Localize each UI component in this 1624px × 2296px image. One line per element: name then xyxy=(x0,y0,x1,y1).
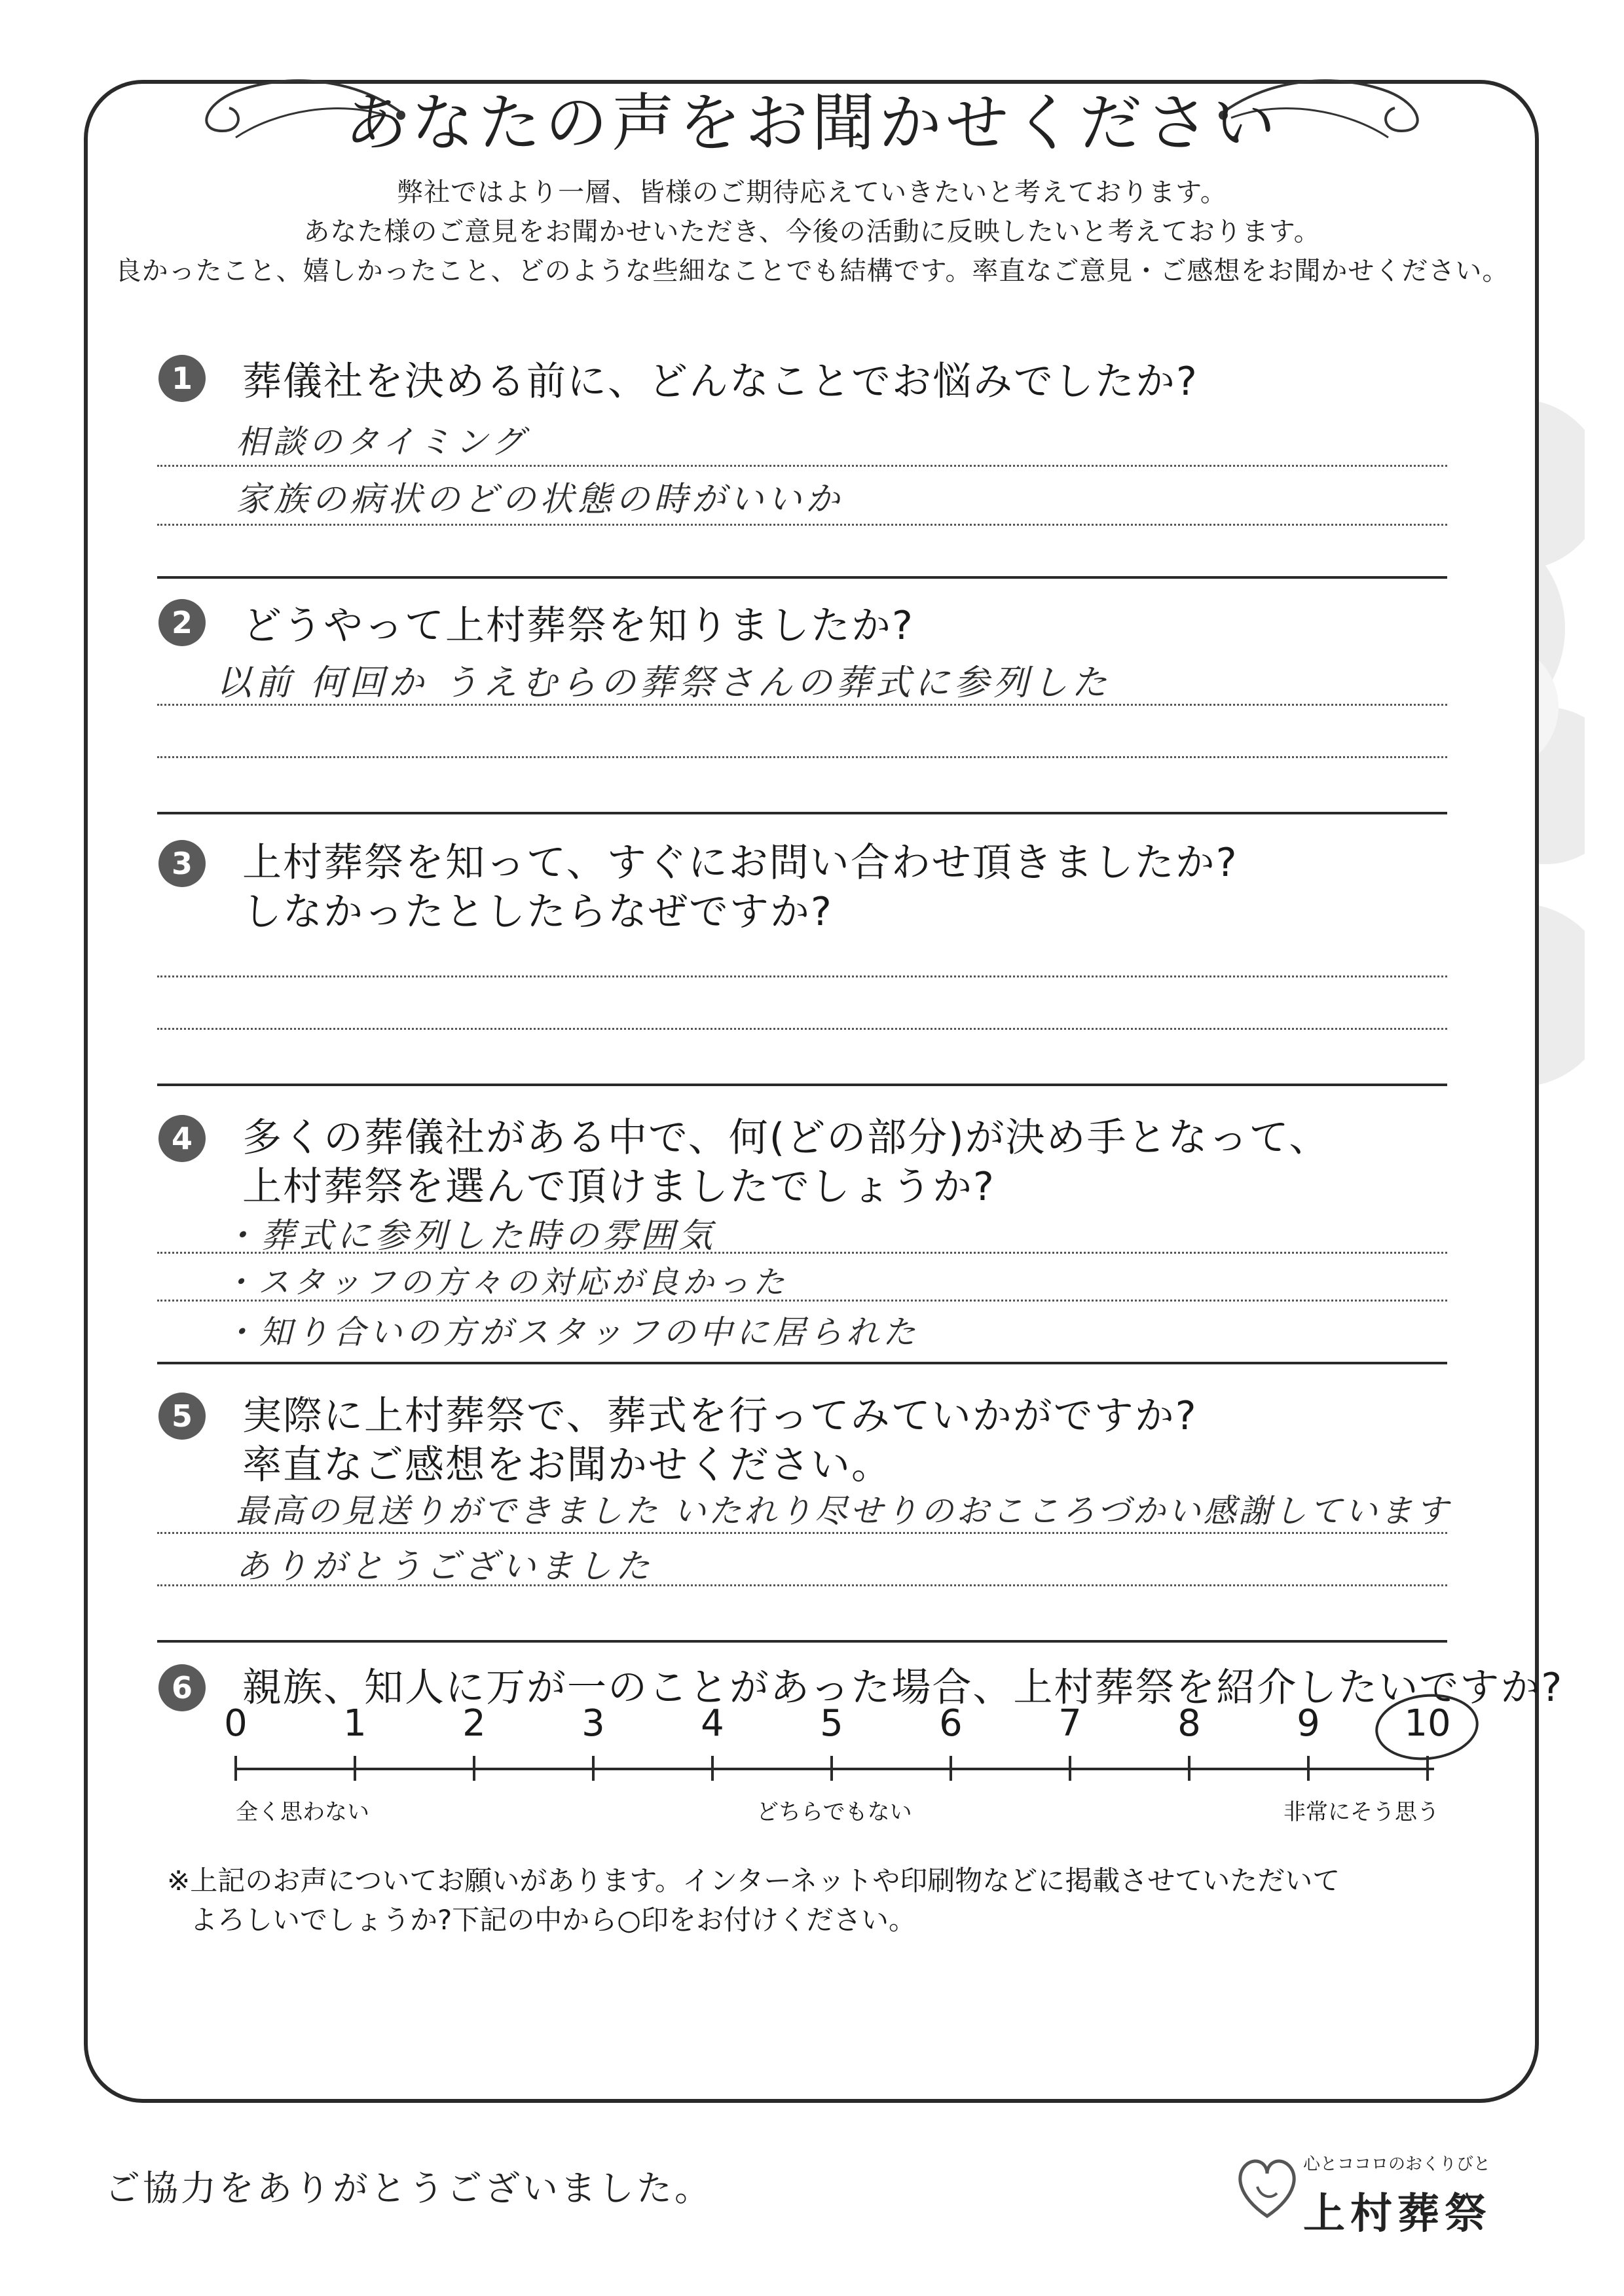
question-5-text-line-2: 率直なご感想をお聞かせください。 xyxy=(242,1442,892,1488)
question-number-badge: 2 xyxy=(158,599,206,646)
scale-number-10: 10 xyxy=(1404,1702,1451,1745)
scale-label-right: 非常にそう思う xyxy=(1283,1799,1439,1825)
question-number-badge: 1 xyxy=(158,355,206,402)
heart-logo-icon xyxy=(1231,2147,1303,2226)
scale-number-1: 1 xyxy=(343,1702,367,1745)
scale-number-4: 4 xyxy=(701,1702,724,1745)
scale-number-3: 3 xyxy=(581,1702,605,1745)
section-divider xyxy=(157,576,1447,579)
answer-dotted-line xyxy=(157,1028,1447,1030)
scale-tick xyxy=(1307,1756,1310,1781)
rating-scale-line xyxy=(236,1768,1434,1770)
question-3-text-line-1: 上村葬祭を知って、すぐにお問い合わせ頂きましたか? xyxy=(242,840,1238,886)
answer-dotted-line xyxy=(157,756,1447,758)
page-title: あなたの声をお聞かせください xyxy=(344,86,1280,160)
scale-tick xyxy=(234,1756,237,1781)
section-divider xyxy=(157,1640,1447,1643)
scale-tick xyxy=(830,1756,833,1781)
answer-5-line-1: 最高の見送りができました いたれり尽せりのおこころづかい感謝しています xyxy=(236,1492,1451,1530)
scale-number-2: 2 xyxy=(462,1702,486,1745)
answer-dotted-line xyxy=(157,465,1447,467)
intro-line-3: 良かったこと、嬉しかったこと、どのような些細なことでも結構です。率直なご意見・ご感想をお聞かせください。 xyxy=(115,256,1509,286)
question-number-badge: 3 xyxy=(158,840,206,887)
question-4-text-line-2: 上村葬祭を選んで頂けましたでしょうか? xyxy=(242,1164,995,1210)
question-number-badge: 6 xyxy=(158,1664,206,1711)
question-2-text: どうやって上村葬祭を知りましたか? xyxy=(242,603,914,649)
answer-1-line-2: 家族の病状のどの状態の時がいいか xyxy=(236,480,844,519)
scale-tick xyxy=(592,1756,595,1781)
scale-tick xyxy=(473,1756,475,1781)
answer-5-line-2: ありがとうございました xyxy=(236,1547,654,1586)
scale-label-middle: どちらでもない xyxy=(756,1799,912,1825)
scale-tick xyxy=(950,1756,952,1781)
intro-line-1: 弊社ではより一層、皆様のご期待応えていきたいと考えております。 xyxy=(397,177,1227,208)
section-divider xyxy=(157,1084,1447,1086)
publication-note-line-1: ※上記のお声についてお願いがあります。インターネットや印刷物などに掲載させていただいて xyxy=(167,1865,1340,1897)
scale-number-7: 7 xyxy=(1058,1702,1082,1745)
scale-tick xyxy=(1188,1756,1190,1781)
answer-dotted-line xyxy=(157,1300,1447,1302)
answer-4-line-1: ・葬式に参列した時の雰囲気 xyxy=(223,1216,717,1256)
answer-1-line-1: 相談のタイミング xyxy=(236,423,528,461)
answer-dotted-line xyxy=(157,975,1447,977)
question-5-text-line-1: 実際に上村葬祭で、葬式を行ってみていかがですか? xyxy=(242,1393,1198,1439)
question-6-text: 親族、知人に万が一のことがあった場合、上村葬祭を紹介したいですか? xyxy=(242,1665,1564,1711)
scale-label-left: 全く思わない xyxy=(236,1799,369,1825)
brand-tagline: 心とココロのおくりびと xyxy=(1303,2155,1491,2174)
scale-tick xyxy=(354,1756,356,1781)
brand-name: 上村葬祭 xyxy=(1303,2190,1492,2238)
scale-number-0: 0 xyxy=(224,1702,248,1745)
scale-tick xyxy=(711,1756,714,1781)
section-divider xyxy=(157,812,1447,814)
answer-2-line-1: 以前 何回か うえむらの葬祭さんの葬式に参列した xyxy=(216,662,1111,703)
redacted-area xyxy=(164,1951,1447,2075)
section-divider xyxy=(157,1362,1447,1364)
question-number-badge: 5 xyxy=(158,1393,206,1440)
answer-dotted-line xyxy=(157,704,1447,706)
answer-4-line-3: ・知り合いの方がスタッフの中に居られた xyxy=(223,1313,919,1351)
question-number-badge: 4 xyxy=(158,1115,206,1162)
scale-tick xyxy=(1069,1756,1071,1781)
question-3-text-line-2: しなかったとしたらなぜですか? xyxy=(242,889,833,935)
answer-dotted-line xyxy=(157,1584,1447,1586)
scale-number-8: 8 xyxy=(1177,1702,1201,1745)
answer-4-line-2: ・スタッフの方々の対応が良かった xyxy=(223,1264,789,1301)
answer-dotted-line xyxy=(157,524,1447,526)
answer-dotted-line xyxy=(157,1252,1447,1254)
thanks-message: ご協力をありがとうございました。 xyxy=(105,2168,712,2209)
publication-note-line-2: よろしいでしょうか?下記の中から○印をお付けください。 xyxy=(190,1904,916,1936)
scale-number-5: 5 xyxy=(820,1702,843,1745)
scale-number-6: 6 xyxy=(939,1702,963,1745)
scale-number-9: 9 xyxy=(1297,1702,1320,1745)
intro-line-2: あなた様のご意見をお聞かせいただき、今後の活動に反映したいと考えております。 xyxy=(303,217,1321,247)
answer-dotted-line xyxy=(157,1532,1447,1534)
question-4-text-line-1: 多くの葬儀社がある中で、何(どの部分)が決め手となって、 xyxy=(242,1115,1330,1161)
question-1-text: 葬儀社を決める前に、どんなことでお悩みでしたか? xyxy=(242,359,1198,405)
